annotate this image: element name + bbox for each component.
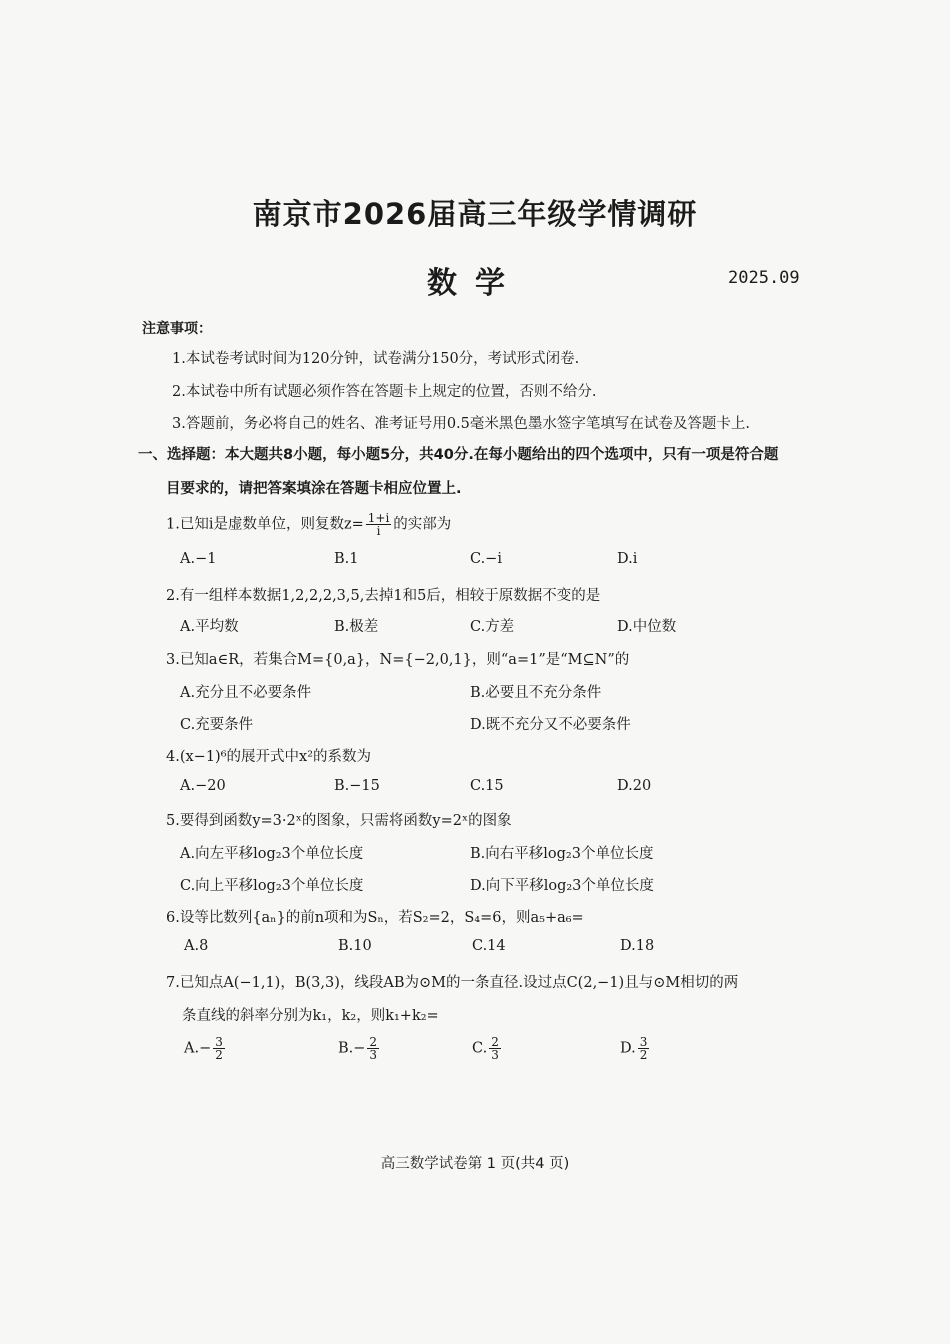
fraction-numerator: 2 [491,1035,499,1049]
fraction [367,1036,379,1061]
option-a: A.充分且不必要条件 [180,685,312,701]
option-b [338,1036,381,1061]
option-c: C.14 [472,938,506,954]
exam-title: 南京市2026届高三年级学情调研 [252,197,698,231]
question-1-text-end: 的实部为 [393,516,452,533]
notice-heading: 注意事项： [142,321,212,337]
option-c: C.15 [470,778,504,794]
fraction-numerator: 3 [639,1035,648,1049]
option-d: D.i [617,551,638,567]
subject-title: 数学 [427,266,523,301]
notice-item: 2.本试卷中所有试题必须作答在答题卡上规定的位置，否则不给分. [172,384,597,400]
option-b: B.向右平移log₂3个单位长度 [470,846,654,862]
fraction-denominator: 3 [369,1048,378,1062]
fraction-numerator: 3 [215,1035,223,1049]
option-b: B.10 [338,938,372,954]
option-a: A.−1 [180,551,217,567]
option-c: C.−i [470,551,502,567]
option-d: D.中位数 [617,619,677,635]
notice-item: 1.本试卷考试时间为120分钟，试卷满分150分，考试形式闭卷. [172,351,580,367]
option-b: B.1 [334,551,359,567]
option-d: D.18 [620,938,655,954]
option-label: A. [184,1040,200,1057]
option-label: B. [338,1040,354,1057]
section-heading: 一、选择题：本大题共8小题，每小题5分，共40分.在每小题给出的四个选项中，只有一项是符合题 [138,447,779,463]
fraction [489,1036,501,1061]
option-sign: − [199,1040,212,1057]
option-c: C.向上平移log₂3个单位长度 [180,878,364,894]
fraction-denominator: 2 [215,1048,223,1062]
fraction-numerator: 1+i [367,511,390,525]
option-c: C.充要条件 [180,717,254,733]
option-d: D.既不充分又不必要条件 [470,717,631,733]
question-7-stem: 7.已知点A(−1,1)，B(3,3)，线段AB为⊙M的一条直径.设过点C(2,−1)且与⊙M相切的两 [166,975,739,991]
fraction [213,1036,225,1061]
notice-item: 3.答题前，务必将自己的姓名、准考证号用0.5毫米黑色墨水签字笔填写在试卷及答题卡上. [172,416,750,432]
option-b: B.−15 [334,778,380,794]
fraction [366,512,392,537]
option-c: C.方差 [470,619,515,635]
fraction-numerator: 2 [369,1035,378,1049]
option-a: A.平均数 [180,619,239,635]
question-6-stem: 6.设等比数列{aₙ}的前n项和为Sₙ，若S₂=2，S₄=6，则a₅+a₆= [166,910,584,926]
fraction [638,1036,650,1061]
question-7-stem-cont: 条直线的斜率分别为k₁，k₂，则k₁+k₂= [182,1008,439,1024]
question-5-stem: 5.要得到函数y=3·2ˣ的图象，只需将函数y=2ˣ的图象 [166,813,512,829]
question-2-stem: 2.有一组样本数据1,2,2,2,3,5,去掉1和5后，相较于原数据不变的是 [166,588,601,604]
section-heading-cont: 目要求的，请把答案填涂在答题卡相应位置上. [166,481,462,497]
fraction-denominator: i [376,524,381,538]
option-a: A.向左平移log₂3个单位长度 [180,846,364,862]
option-d [620,1036,651,1061]
option-d: D.20 [617,778,652,794]
option-label: C. [472,1040,488,1057]
option-d: D.向下平移log₂3个单位长度 [470,878,654,894]
question-4-stem: 4.(x−1)⁶的展开式中x²的系数为 [166,749,372,765]
option-a [184,1036,227,1061]
option-c [472,1036,503,1061]
question-1-text: 1.已知i是虚数单位，则复数z= [166,516,364,533]
exam-date: 2025.09 [728,268,800,288]
option-sign: − [353,1040,366,1057]
option-b: B.极差 [334,619,379,635]
question-3-stem: 3.已知a∈R，若集合M={0,a}，N={−2,0,1}，则“a=1”是“M⊆N”的 [166,652,630,668]
option-label: D. [620,1040,636,1057]
fraction-denominator: 2 [639,1048,648,1062]
fraction-denominator: 3 [491,1048,499,1062]
option-b: B.必要且不充分条件 [470,685,602,701]
option-a: A.8 [184,938,209,954]
question-1-stem [166,512,451,537]
option-a: A.−20 [180,778,226,794]
page-footer: 高三数学试卷第 1 页(共4 页) [380,1156,570,1172]
